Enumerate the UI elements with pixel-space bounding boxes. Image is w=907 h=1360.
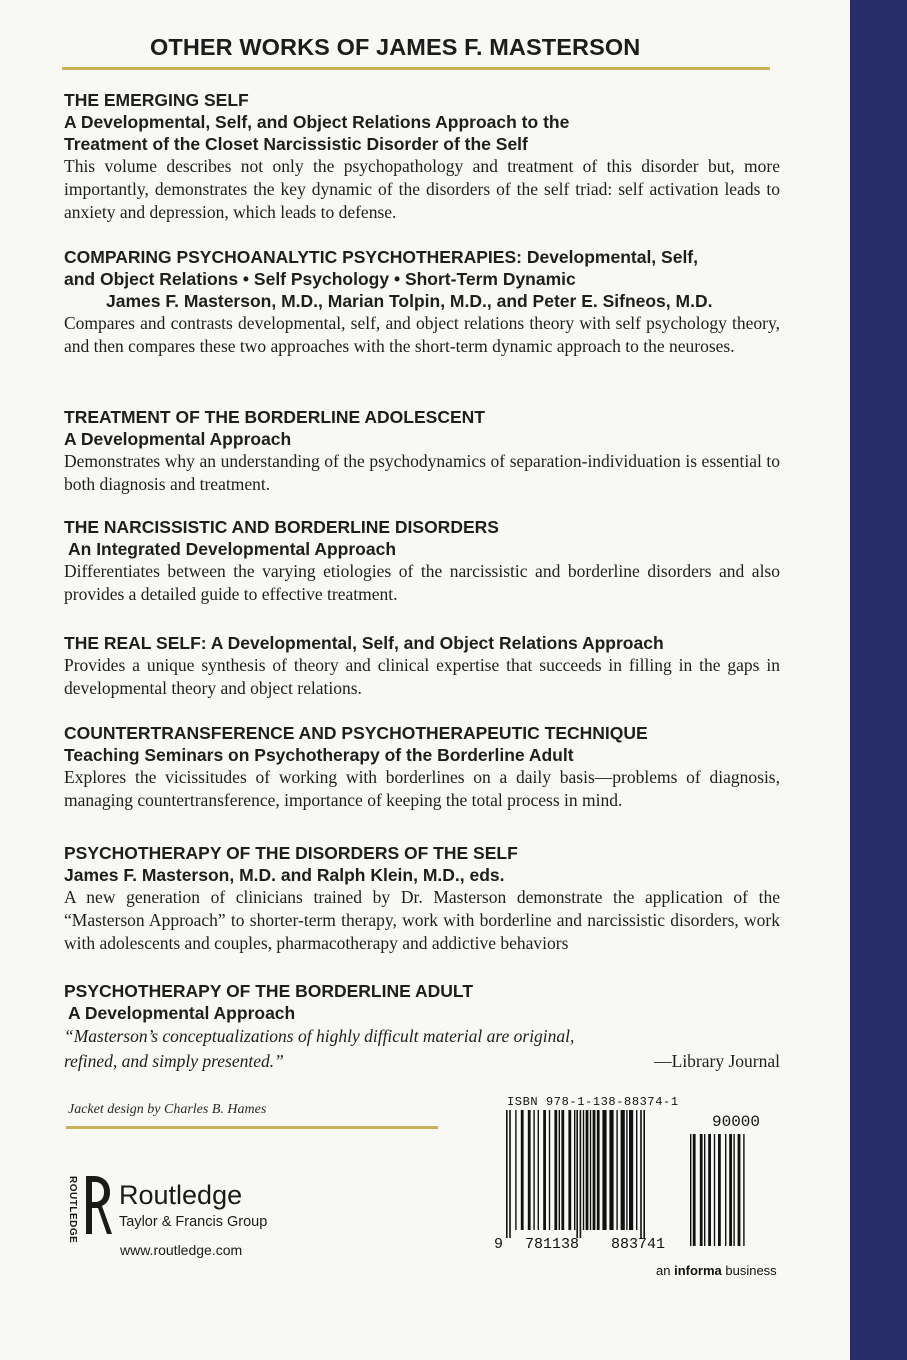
book-description: Demonstrates why an understanding of the psychodynamics of separation-individuation is essential to both diagnosis and treatment.: [64, 451, 780, 494]
barcode-bar: [549, 1110, 550, 1230]
book-subtitle: A Developmental Approach: [64, 429, 292, 449]
book-description: This volume describes not only the psychopathology and treatment of this disorder but, more importantly, demonstrates the key dynamic of the disorders of the self triad: self activation leads to anxiety and depression, which leads to defense.: [64, 156, 780, 222]
book-title: THE NARCISSISTIC AND BORDERLINE DISORDERS: [64, 517, 499, 537]
barcode-bar: [561, 1110, 564, 1230]
barcode-bar: [714, 1134, 715, 1246]
barcode-bar: [576, 1110, 578, 1238]
barcode-bar: [708, 1134, 711, 1246]
barcode-bar: [515, 1110, 516, 1230]
book-title: PSYCHOTHERAPY OF THE DISORDERS OF THE SELF: [64, 843, 518, 863]
barcode-bar: [543, 1110, 546, 1230]
barcode-bar: [574, 1110, 575, 1230]
barcode-bar: [506, 1110, 508, 1238]
book-subtitle: A Developmental, Self, and Object Relations Approach to the: [64, 112, 570, 132]
book-entry: [64, 89, 780, 224]
barcode: [490, 1110, 780, 1250]
barcode-bar: [559, 1110, 560, 1230]
barcode-bar: [704, 1134, 705, 1246]
barcode-bar: [640, 1110, 642, 1238]
publisher-website: www.routledge.com: [120, 1242, 243, 1258]
book-entry: [64, 842, 780, 955]
book-description: Provides a unique synthesis of theory and clinical expertise that succeeds in filling in the gaps in developmental theory and object relations.: [64, 655, 780, 698]
barcode-bar: [554, 1110, 557, 1230]
barcode-digits: 90000: [711, 1113, 761, 1131]
barcode-bar: [533, 1110, 534, 1230]
isbn-label: ISBN 978-1-138-88374-1: [507, 1095, 679, 1109]
barcode-bar: [700, 1134, 703, 1246]
header-rule: [62, 67, 770, 70]
book-title: THE EMERGING SELF: [64, 90, 249, 110]
publisher-vertical-text: ROUTLEDGE: [67, 1176, 78, 1244]
barcode-bar: [528, 1110, 531, 1230]
book-subtitle: Treatment of the Closet Narcissistic Disorder of the Self: [64, 134, 528, 154]
book-title: THE REAL SELF: A Developmental, Self, and Object Relations Approach: [64, 633, 664, 653]
book-title: TREATMENT OF THE BORDERLINE ADOLESCENT: [64, 407, 485, 427]
book-subtitle: A Developmental Approach: [68, 1003, 296, 1023]
book-title: COMPARING PSYCHOANALYTIC PSYCHOTHERAPIES: Developmental, Self,: [64, 247, 698, 267]
barcode-bar: [616, 1110, 617, 1230]
barcode-bar: [586, 1110, 589, 1230]
barcode-bar: [580, 1110, 582, 1238]
barcode-bar: [590, 1110, 591, 1230]
publisher-name: Routledge: [119, 1180, 243, 1210]
book-title: COUNTERTRANSFERENCE AND PSYCHOTHERAPEUTIC TECHNIQUE: [64, 723, 648, 743]
barcode-bar: [693, 1134, 696, 1246]
barcode-bar: [626, 1110, 627, 1230]
barcode-bar: [733, 1134, 734, 1246]
book-title: PSYCHOTHERAPY OF THE BORDERLINE ADULT: [64, 981, 474, 1001]
publisher-group: Taylor & Francis Group: [119, 1214, 268, 1230]
book-description: Differentiates between the varying etiologies of the narcissistic and borderline disorders and also provides a detailed guide to effective treatment.: [64, 561, 780, 604]
footer-rule: [66, 1126, 438, 1129]
barcode-bar: [568, 1110, 571, 1230]
barcode-digits: 781138: [524, 1236, 580, 1250]
quote-source: —Library Journal: [654, 1051, 780, 1071]
book-entry: [64, 632, 780, 700]
book-entry: [64, 516, 780, 606]
barcode-bar: [509, 1110, 511, 1238]
barcode-bar: [593, 1110, 596, 1230]
barcode-bar: [521, 1110, 524, 1230]
book-subtitle: and Object Relations • Self Psychology • Short-Term Dynamic: [64, 269, 576, 289]
barcode-bar: [636, 1110, 637, 1230]
book-entry: [64, 406, 780, 496]
barcode-bar: [643, 1110, 645, 1238]
book-entry: [64, 980, 780, 1074]
barcode-bar: [718, 1134, 721, 1246]
barcode-bar: [729, 1134, 732, 1246]
book-description: Explores the vicissitudes of working with borderlines on a daily basis—problems of diagnosis, managing countertransference, importance of keeping the total process in mind.: [64, 767, 780, 810]
informa-tagline: an informa business: [656, 1263, 777, 1278]
book-entry: [64, 246, 780, 358]
book-description: A new generation of clinicians trained by Dr. Masterson demonstrate the application of the “Masterson Approach” to shorter-term therapy, work with borderline and narcissistic disorders, work with adolescents and couples, pharmacotherapy and addictive behaviors: [64, 887, 780, 953]
barcode-bar: [725, 1134, 726, 1246]
page-title: OTHER WORKS OF JAMES F. MASTERSON: [150, 34, 641, 60]
book-editors: James F. Masterson, M.D. and Ralph Klein, M.D., eds.: [64, 865, 505, 885]
review-quote: “Masterson’s conceptualizations of highly difficult material are original, refined, and simply presented.”: [64, 1026, 575, 1071]
barcode-digits: 9: [494, 1236, 504, 1250]
barcode-bar: [621, 1110, 625, 1230]
book-authors: James F. Masterson, M.D., Marian Tolpin, M.D., and Peter E. Sifneos, M.D.: [106, 291, 713, 311]
book-entry: [64, 722, 780, 812]
barcode-bar: [629, 1110, 633, 1230]
book-subtitle: Teaching Seminars on Psychotherapy of the Borderline Adult: [64, 745, 574, 765]
book-description: Compares and contrasts developmental, self, and object relations theory with self psychology theory, and then compares these two approaches with the short-term dynamic approach to the neuroses.: [64, 313, 780, 356]
barcode-bar: [738, 1134, 741, 1246]
barcode-digits: 883741: [610, 1236, 666, 1250]
barcode-bar: [583, 1110, 584, 1230]
book-subtitle: An Integrated Developmental Approach: [68, 539, 397, 559]
routledge-r-icon: [82, 1174, 112, 1236]
barcode-bar: [602, 1110, 606, 1230]
jacket-credit: Jacket design by Charles B. Hames: [68, 1102, 267, 1117]
barcode-bar: [538, 1110, 539, 1230]
barcode-bar: [609, 1110, 613, 1230]
barcode-bar: [597, 1110, 600, 1230]
barcode-bar: [690, 1134, 691, 1246]
spine: [850, 0, 907, 1360]
barcode-bar: [743, 1134, 744, 1246]
